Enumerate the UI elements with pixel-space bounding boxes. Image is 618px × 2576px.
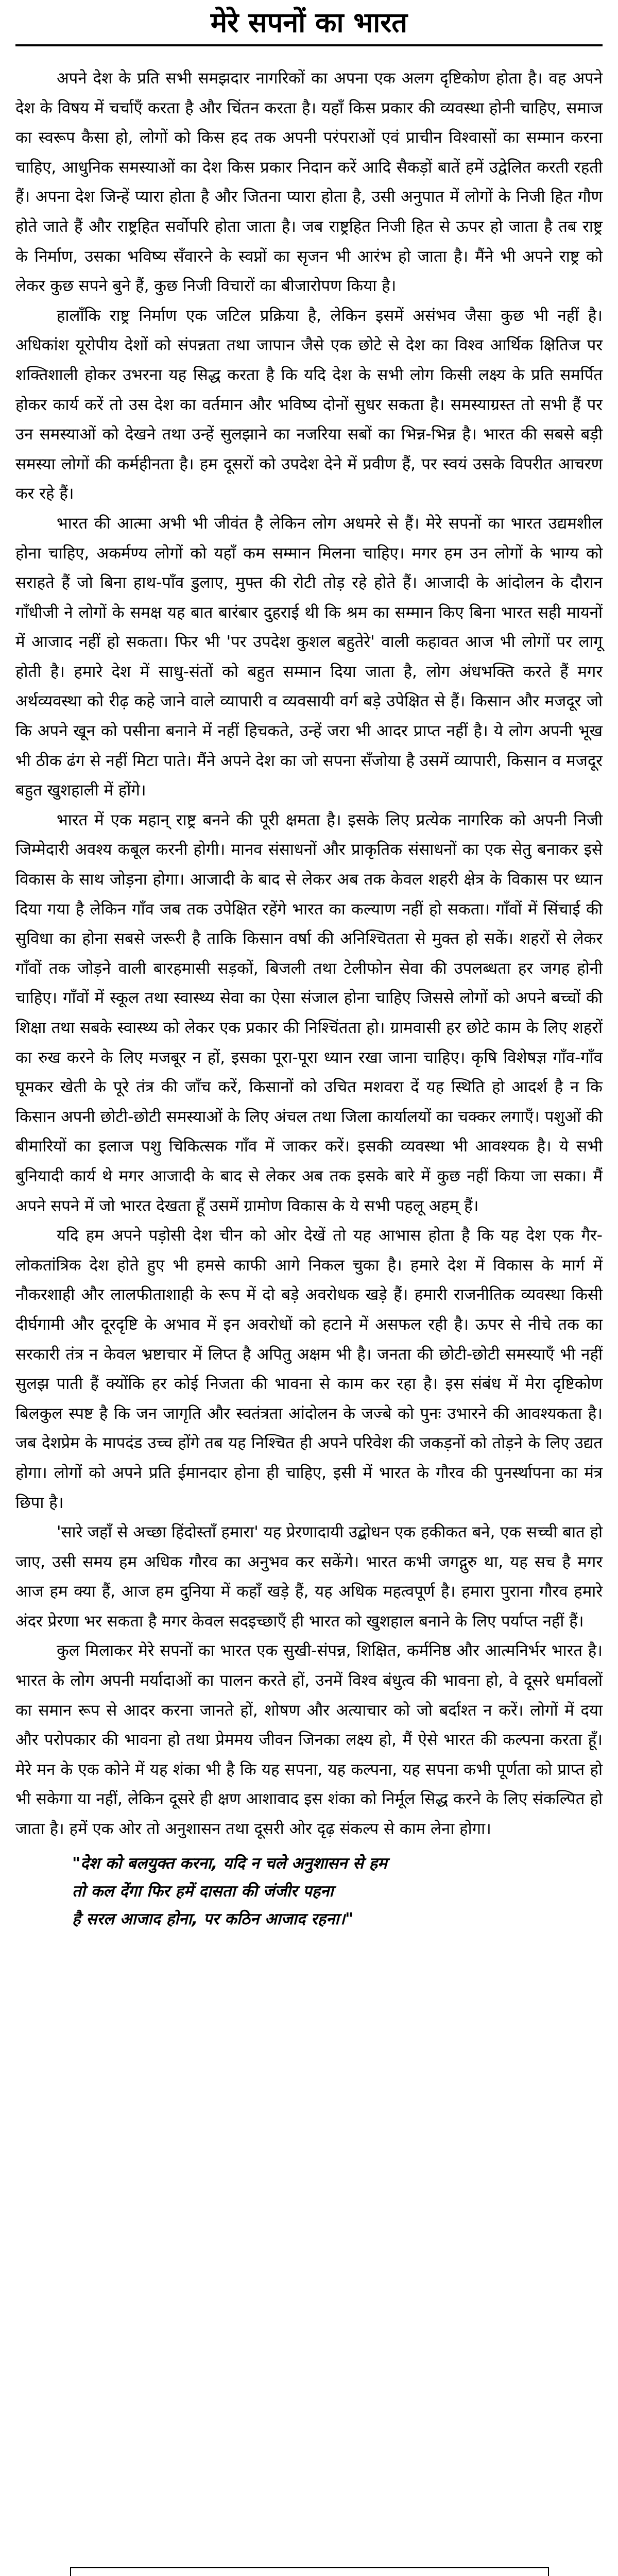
paragraph: अपने देश के प्रति सभी समझदार नागरिकों का अपना एक अलग दृष्टिकोण होता है। वह अपने देश के विषय में चर्चाएँ करता है और चिंतन करता है। यहाँ किस प्रकार की व्यवस्था होनी चाहिए, समाज का स्वरूप कैसा हो, लोगों को किस हद तक अपनी परंपराओं एवं प्राचीन विश्वासों का सम्मान करना चाहिए, आधुनिक समस्याओं का देश किस प्रकार निदान करें आदि सैकड़ों बातें हमें उद्वेलित करती रहती हैं। अपना देश जिन्हें प्यारा होता है और जितना प्यारा होता है, उसी अनुपात में लोगों के निजी हित गौण होते जाते हैं और राष्ट्रहित सर्वोपरि होता जाता है। जब राष्ट्रहित निजी हित से ऊपर हो जाता है तब राष्ट्र के निर्माण, उसका भविष्य सँवारने के स्वप्नों का सृजन भी आरंभ हो जाता है। मैंने भी अपने राष्ट्र को लेकर कुछ सपने बुने हैं, कुछ निजी विचारों का बीजारोपण किया है। <box>15 69 603 296</box>
paragraph: भारत की आत्मा अभी भी जीवंत है लेकिन लोग अधमरे से हैं। मेरे सपनों का भारत उद्यमशील होना चाहिए, अकर्मण्य लोगों को यहाँ कम सम्मान मिलना चाहिए। मगर हम उन लोगों के भाग्य को सराहते हैं जो बिना हाथ-पाँव डुलाए, मुफ्त की रोटी तोड़ रहे होते हैं। आजादी के आंदोलन के दौरान गाँधीजी ने लोगों के समक्ष यह बात बारंबार दुहराई थी कि श्रम का सम्मान किए बिना भारत सही मायनों में आजाद नहीं हो सकता। फिर भी 'पर उपदेश कुशल बहुतेरे' वाली कहावत आज भी लोगों पर लागू होती है। हमारे देश में साधु-संतों को बहुत सम्मान दिया जाता है, लोग अंधभक्ति करते हैं मगर अर्थव्यवस्था को रीढ़ कहे जाने वाले व्यापारी व व्यवसायी वर्ग बड़े उपेक्षित से हैं। किसान और मजदूर जो कि अपने खून को पसीना बनाने में नहीं हिचकते, उन्हें जरा भी आदर प्राप्त नहीं है। ये लोग अपनी भूख भी ठीक ढंग से नहीं मिटा पाते। मैंने अपने देश का जो सपना सँजोया है उसमें व्यापारी, किसान व मजदूर बहुत खुशहाली में होंगे। <box>15 514 603 800</box>
paragraph: यदि हम अपने पड़ोसी देश चीन को ओर देखें तो यह आभास होता है कि यह देश एक गैर-लोकतांत्रिक देश होते हुए भी हमसे काफी आगे निकल चुका है। हमारे देश में विकास के मार्ग में नौकरशाही और लालफीताशाही के रूप में दो बड़े अवरोधक खड़े हैं। हमारी राजनीतिक व्यवस्था किसी दीर्घगामी और दूरदृष्टि के अभाव में इन अवरोधों को हटाने में असफल रही है। ऊपर से नीचे तक का सरकारी तंत्र न केवल भ्रष्टाचार में लिप्त है अपितु अक्षम भी है। जनता की छोटी-छोटी समस्याएँ भी नहीं सुलझ पाती हैं क्योंकि हर कोई निजता की भावना से काम कर रहा है। इस संबंध में मेरा दृष्टिकोण बिलकुल स्पष्ट है कि जन जागृति और स्वतंत्रता आंदोलन के जज्बे को पुनः उभारने की आवश्यकता है। जब देशप्रेम के मापदंड उच्च होंगे तब यह निश्चित ही अपने परिवेश की जकड़नों को तोड़ने के लिए उद्यत होगा। लोगों को अपने प्रति ईमानदार होना ही चाहिए, इसी में भारत के गौरव की पुनर्स्थापना का मंत्र छिपा है। <box>15 1226 603 1512</box>
page-title: मेरे सपनों का भारत <box>210 6 408 39</box>
paragraph: भारत में एक महान् राष्ट्र बनने की पूरी क्षमता है। इसके लिए प्रत्येक नागरिक को अपनी निजी जिम्मेदारी अवश्य कबूल करनी होगी। मानव संसाधनों और प्राकृतिक संसाधनों का एक सेतु बनाकर इसे विकास के साथ जोड़ना होगा। आजादी के बाद से लेकर अब तक केवल शहरी क्षेत्र के विकास पर ध्यान दिया गया है लेकिन गाँव जब तक उपेक्षित रहेंगे भारत का कल्याण नहीं हो सकता। गाँवों में सिंचाई की सुविधा का होना सबसे जरूरी है ताकि किसान वर्षा की अनिश्चितता से मुक्त हो सकें। शहरों से लेकर गाँवों तक जोड़ने वाली बारहमासी सड़कों, बिजली तथा टेलीफोन सेवा की उपलब्धता हर जगह होनी चाहिए। गाँवों में स्कूल तथा स्वास्थ्य सेवा का ऐसा संजाल होना चाहिए जिससे लोगों को अपने बच्चों की शिक्षा तथा सबके स्वास्थ्य को लेकर एक प्रकार की निश्चिंतता हो। ग्रामवासी हर छोटे काम के लिए शहरों का रुख करने के लिए मजबूर न हों, इसका पूरा-पूरा ध्यान रखा जाना चाहिए। कृषि विशेषज्ञ गाँव-गाँव घूमकर खेती के पूरे तंत्र की जाँच करें, किसानों को उचित मशवरा दें यह स्थिति हो आदर्श है न कि किसान अपनी छोटी-छोटी समस्याओं के लिए अंचल तथा जिला कार्यालयों का चक्कर लगाएँ। पशुओं की बीमारियों का इलाज पशु चिकित्सक गाँव में जाकर करें। इसकी व्यवस्था भी आवश्यक है। ये सभी बुनियादी कार्य थे मगर आजादी के बाद से लेकर अब तक इसके बारे में कुछ नहीं किया जा सका। मैं अपने सपने में जो भारत देखता हूँ उसमें ग्रामोण विकास के ये सभी पहलू अहम् हैं। <box>15 810 603 1215</box>
paragraph: 'सारे जहाँ से अच्छा हिंदोस्ताँ हमारा' यह प्रेरणादायी उद्बोधन एक हकीकत बने, एक सच्ची बात हो जाए, उसी समय हम अधिक गौरव का अनुभव कर सकेंगे। भारत कभी जगद्गुरु था, यह सच है मगर आज हम क्या हैं, आज हम दुनिया में कहाँ खड़े हैं, यह अधिक महत्वपूर्ण है। हमारा पुराना गौरव हमारे अंदर प्रेरणा भर सकता है मगर केवल सदइच्छाएँ ही भारत को खुशहाल बनाने के लिए पर्याप्त नहीं हैं। <box>15 1523 603 1631</box>
closing-quote: "देश को बलयुक्त करना, यदि न चले अनुशासन से हम तो कल देंगा फिर हमें दासता की जंजीर पहना है सरल आजाद होना, पर कठिन आजाद रहना।" <box>72 1854 387 1928</box>
essay-body <box>15 64 603 1933</box>
paragraph: कुल मिलाकर मेरे सपनों का भारत एक सुखी-संपन्न, शिक्षित, कर्मनिष्ठ और आत्मनिर्भर भारत है। भारत के लोग अपनी मर्यादाओं का पालन करते हों, उनमें विश्व बंधुत्व की भावना हो, वे दूसरे धर्मावलों का समान रूप से आदर करना जानते हों, शोषण और अत्याचार को जो बर्दाश्त न करें। लोगों में दया और परोपकार की भावना हो तथा प्रेममय जीवन जिनका लक्ष्य हो, मैं ऐसे भारत की कल्पना करता हूँ। मेरे मन के एक कोने में यह शंका भी है कि यह सपना, यह कल्पना, यह सपना कभी पूर्णता को प्राप्त हो भी सकेगा या नहीं, लेकिन दूसरे ही क्षण आशावाद इस शंका को निर्मूल सिद्ध करने के लिए संकल्पित हो जाता है। हमें एक ओर तो अनुशासन तथा दूसरी ओर दृढ़ संकल्प से काम लेना होगा। <box>15 1641 603 1839</box>
paragraph: हालाँकि राष्ट्र निर्माण एक जटिल प्रक्रिया है, लेकिन इसमें असंभव जैसा कुछ भी नहीं है। अधिकांश यूरोपीय देशों को संपन्नता तथा जापान जैसे एक छोटे से देश का विश्व आर्थिक क्षितिज पर शक्तिशाली होकर उभरना यह सिद्ध करता है कि यदि देश के सभी लोग किसी लक्ष्य के प्रति समर्पित होकर कार्य करें तो उस देश का वर्तमान और भविष्य दोनों सुधर सकता है। समस्याग्रस्त तो सभी हैं पर उन समस्याओं को देखने तथा उन्हें सुलझाने का नजरिया सबों का भिन्न-भिन्न है। भारत की सबसे बड़ी समस्या लोगों की कर्महीनता है। हम दूसरों को उपदेश देने में प्रवीण हैं, पर स्वयं उसके विपरीत आचरण कर रहे हैं। <box>15 306 603 503</box>
symbols-box <box>70 2567 549 2576</box>
title-divider <box>15 44 603 46</box>
